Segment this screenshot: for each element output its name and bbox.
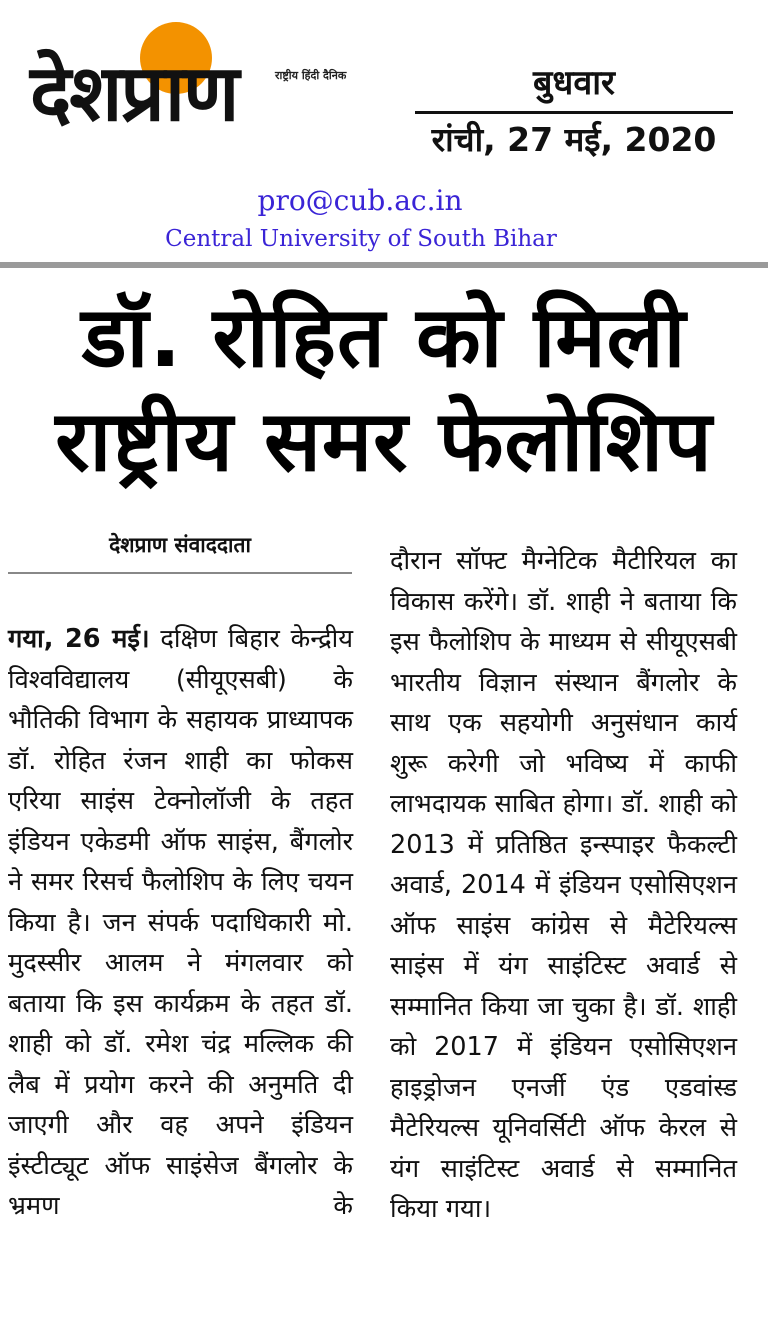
article-headline — [0, 285, 768, 493]
source-email: pro@cub.ac.in — [257, 184, 463, 217]
logo-wordmark: देशप्राण — [30, 49, 238, 139]
continuation-paragraph: दौरान सॉफ्ट मैग्नेटिक मैटीरियल का विकास करेंगे। डॉ. शाही ने बताया कि इस फैलोशिप के माध्यम से सीयूएसबी भारतीय विज्ञान संस्थान बैंगलोर के साथ एक सहयोगी अनुसंधान कार्य शुरू करेगी जो भविष्य में काफी लाभदायक साबित होगा। डॉ. शाही को 2013 में प्रतिष्ठित इन्स्पाइर फैकल्टी अवार्ड, 2014 में इंडियन एसोसिएशन ऑफ साइंस कांग्रेस से मैटेरियल्स साइंस में यंग साइंटिस्ट अवार्ड से सम्मानित किया जा चुका है। डॉ. शाही को 2017 में इंडियन एसोसिएशन हाइड्रोजन एनर्जी एंड एडवांस्ड मैटेरियल्स यूनिवर्सिटी ऑफ केरल से यंग साइंटिस्ट अवार्ड से सम्मानित किया गया। — [390, 546, 737, 1224]
issue-day: बुधवार — [533, 63, 615, 103]
newspaper-logo — [30, 14, 395, 159]
article-column-left — [8, 619, 353, 1227]
headline-line-1: डॉ. रोहित को मिली — [81, 288, 687, 386]
logo-tagline: राष्ट्रीय हिंदी दैनिक — [275, 69, 347, 82]
source-university: Central University of South Bihar — [165, 226, 557, 252]
byline-divider — [8, 572, 352, 574]
date-divider — [415, 111, 733, 114]
lead-text: दक्षिण बिहार केन्द्रीय विश्वविद्यालय (सीयूएसबी) के भौतिकी विभाग के सहायक प्राध्यापक डॉ. रोहित रंजन शाही का फोकस एरिया साइंस टेक्नोलॉजी के तहत इंडियन एकेडमी ऑफ साइंस, बैंगलोर ने समर रिसर्च फैलोशिप के लिए चयन किया है। जन संपर्क पदाधिकारी मो. मुदस्सीर आलम ने मंगलवार को बताया कि इस कार्यक्रम के तहत डॉ. शाही को डॉ. रमेश चंद्र मल्लिक की लैब में प्रयोग करने की अनुमति दी जाएगी और वह अपने इंडियन इंस्टीट्यूट ऑफ साइंसेज बैंगलोर के भ्रमण के — [8, 624, 354, 1221]
section-divider — [0, 262, 768, 268]
headline-line-2: राष्ट्रीय समर फेलोशिप — [55, 392, 713, 490]
masthead — [0, 0, 768, 168]
article-dateline: गया, 26 मई। — [8, 624, 150, 654]
issue-place-date: रांची, 27 मई, 2020 — [431, 120, 717, 159]
article-byline: देशप्राण संवाददाता — [109, 533, 251, 557]
article-column-right — [390, 541, 737, 1230]
lead-paragraph — [8, 619, 353, 1227]
